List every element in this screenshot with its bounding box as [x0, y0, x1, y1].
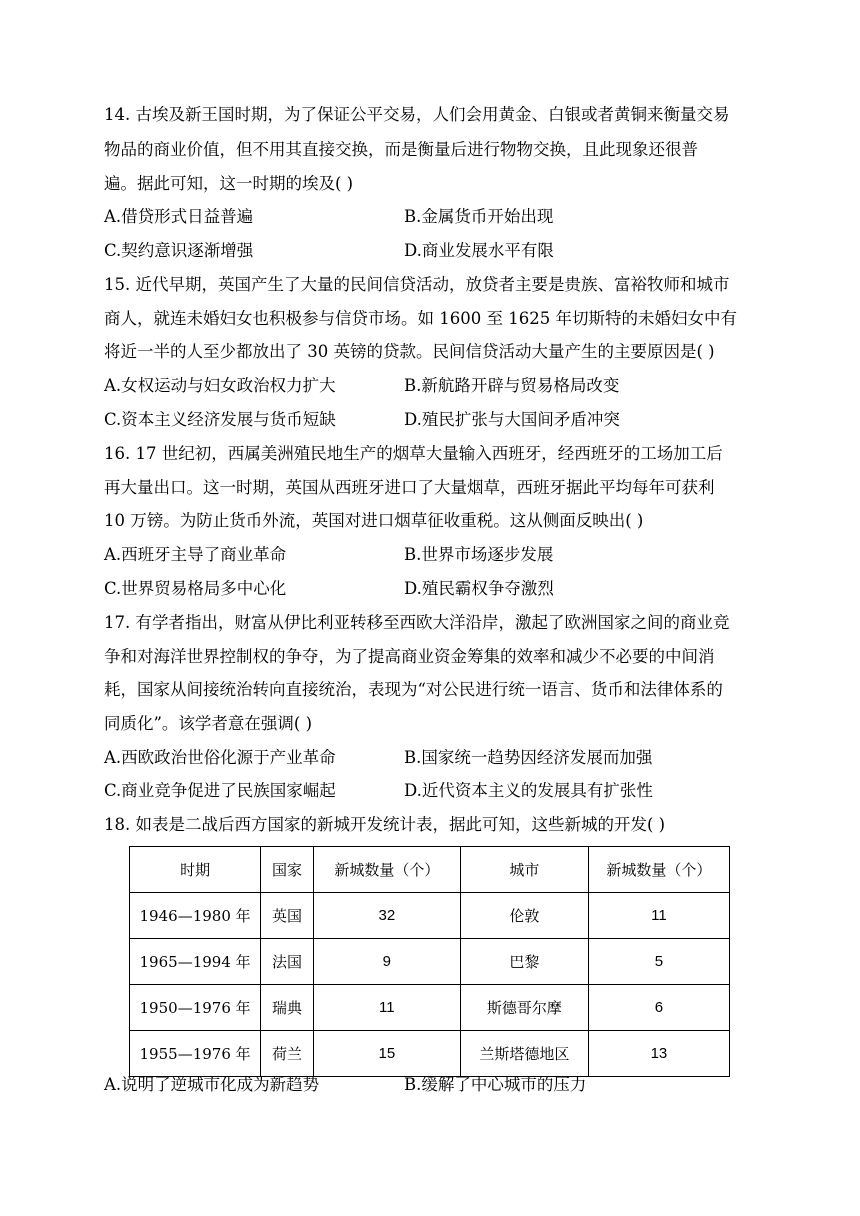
table-cell: 巴黎 [460, 939, 588, 985]
table-cell: 6 [588, 985, 729, 1031]
table-cell: 1955—1976 年 [130, 1031, 261, 1077]
table-row [130, 1031, 730, 1077]
q17-stem-line-4: 同质化”。该学者意在强调( ) [104, 714, 313, 733]
table-cell: 1965—1994 年 [130, 939, 261, 985]
q14-option-c: C.契约意识逐渐增强 [104, 241, 254, 260]
table-cell: 1946—1980 年 [130, 893, 261, 939]
table-cell: 兰斯塔德地区 [460, 1031, 588, 1077]
table-cell: 斯德哥尔摩 [460, 985, 588, 1031]
q16-stem-line-3: 10 万镑。为防止货币外流，英国对进口烟草征收重税。这从侧面反映出( ) [104, 511, 644, 530]
table-cell: 11 [313, 985, 460, 1031]
table-cell: 13 [588, 1031, 729, 1077]
q14-option-b: B.金属货币开始出现 [404, 207, 554, 226]
table-header-cell: 时期 [130, 847, 261, 893]
table-row [130, 939, 730, 985]
q17-stem-line-2: 争和对海洋世界控制权的争夺，为了提高商业资金筹集的效率和减少不必要的中间消 [104, 647, 715, 666]
q17-stem-line-1: 17. 有学者指出，财富从伊比利亚转移至西欧大洋沿岸，激起了欧洲国家之间的商业竞 [104, 613, 730, 632]
new-town-table [129, 846, 730, 1077]
q17-stem-line-3: 耗，国家从间接统治转向直接统治，表现为“对公民进行统一语言、货币和法律体系的 [104, 680, 723, 699]
q16-stem-line-1: 16. 17 世纪初，西属美洲殖民地生产的烟草大量输入西班牙，经西班牙的工场加工后 [104, 444, 723, 463]
q15-stem-line-1: 15. 近代早期，英国产生了大量的民间信贷活动，放贷者主要是贵族、富裕牧师和城市 [104, 275, 730, 294]
table-cell: 伦敦 [460, 893, 588, 939]
q16-option-c: C.世界贸易格局多中心化 [104, 579, 287, 598]
table-cell: 荷兰 [261, 1031, 314, 1077]
q18-stem-line-1: 18. 如表是二战后西方国家的新城开发统计表，据此可知，这些新城的开发( ) [104, 815, 666, 834]
q16-stem-line-2: 再大量出口。这一时期，英国从西班牙进口了大量烟草，西班牙据此平均每年可获利 [104, 478, 715, 497]
q17-option-d: D.近代资本主义的发展具有扩张性 [404, 781, 653, 800]
table-cell: 法国 [261, 939, 314, 985]
q16-option-b: B.世界市场逐步发展 [404, 545, 554, 564]
table-cell: 9 [313, 939, 460, 985]
q15-option-a: A.女权运动与妇女政治权力扩大 [104, 376, 336, 395]
table-cell: 5 [588, 939, 729, 985]
table-header-cell: 新城数量（个） [588, 847, 729, 893]
table-cell: 32 [313, 893, 460, 939]
q15-stem-line-2: 商人，就连未婚妇女也积极参与信贷市场。如 1600 至 1625 年切斯特的未婚妇女中有 [104, 309, 737, 328]
q14-stem-line-3: 遍。据此可知，这一时期的埃及( ) [104, 174, 354, 193]
q14-option-a: A.借贷形式日益普遍 [104, 207, 254, 226]
table-header-cell: 国家 [261, 847, 314, 893]
q18-option-b: B.缓解了中心城市的压力 [404, 1075, 587, 1094]
q14-stem-line-1: 14. 古埃及新王国时期，为了保证公平交易，人们会用黄金、白银或者黄铜来衡量交易 [104, 105, 730, 124]
q17-option-b: B.国家统一趋势因经济发展而加强 [404, 748, 653, 767]
q14-stem-line-2: 物品的商业价值，但不用其直接交换，而是衡量后进行物物交换，且此现象还很普 [104, 140, 698, 159]
table-header-row [130, 847, 730, 893]
q15-option-d: D.殖民扩张与大国间矛盾冲突 [404, 410, 620, 429]
q16-option-d: D.殖民霸权争夺激烈 [404, 579, 554, 598]
table-header-cell: 城市 [460, 847, 588, 893]
table-row [130, 893, 730, 939]
table-cell: 15 [313, 1031, 460, 1077]
q16-option-a: A.西班牙主导了商业革命 [104, 545, 287, 564]
q15-option-c: C.资本主义经济发展与货币短缺 [104, 410, 336, 429]
table-cell: 1950—1976 年 [130, 985, 261, 1031]
q17-option-a: A.西欧政治世俗化源于产业革命 [104, 748, 336, 767]
table-row [130, 985, 730, 1031]
table-cell: 瑞典 [261, 985, 314, 1031]
q15-option-b: B.新航路开辟与贸易格局改变 [404, 376, 620, 395]
table-header-cell: 新城数量（个） [313, 847, 460, 893]
table-cell: 11 [588, 893, 729, 939]
q15-stem-line-3: 将近一半的人至少都放出了 30 英镑的贷款。民间信贷活动大量产生的主要原因是( ) [104, 342, 715, 361]
q17-option-c: C.商业竞争促进了民族国家崛起 [104, 781, 336, 800]
table-cell: 英国 [261, 893, 314, 939]
q18-option-a: A.说明了逆城市化成为新趋势 [104, 1075, 320, 1094]
q14-option-d: D.商业发展水平有限 [404, 241, 554, 260]
